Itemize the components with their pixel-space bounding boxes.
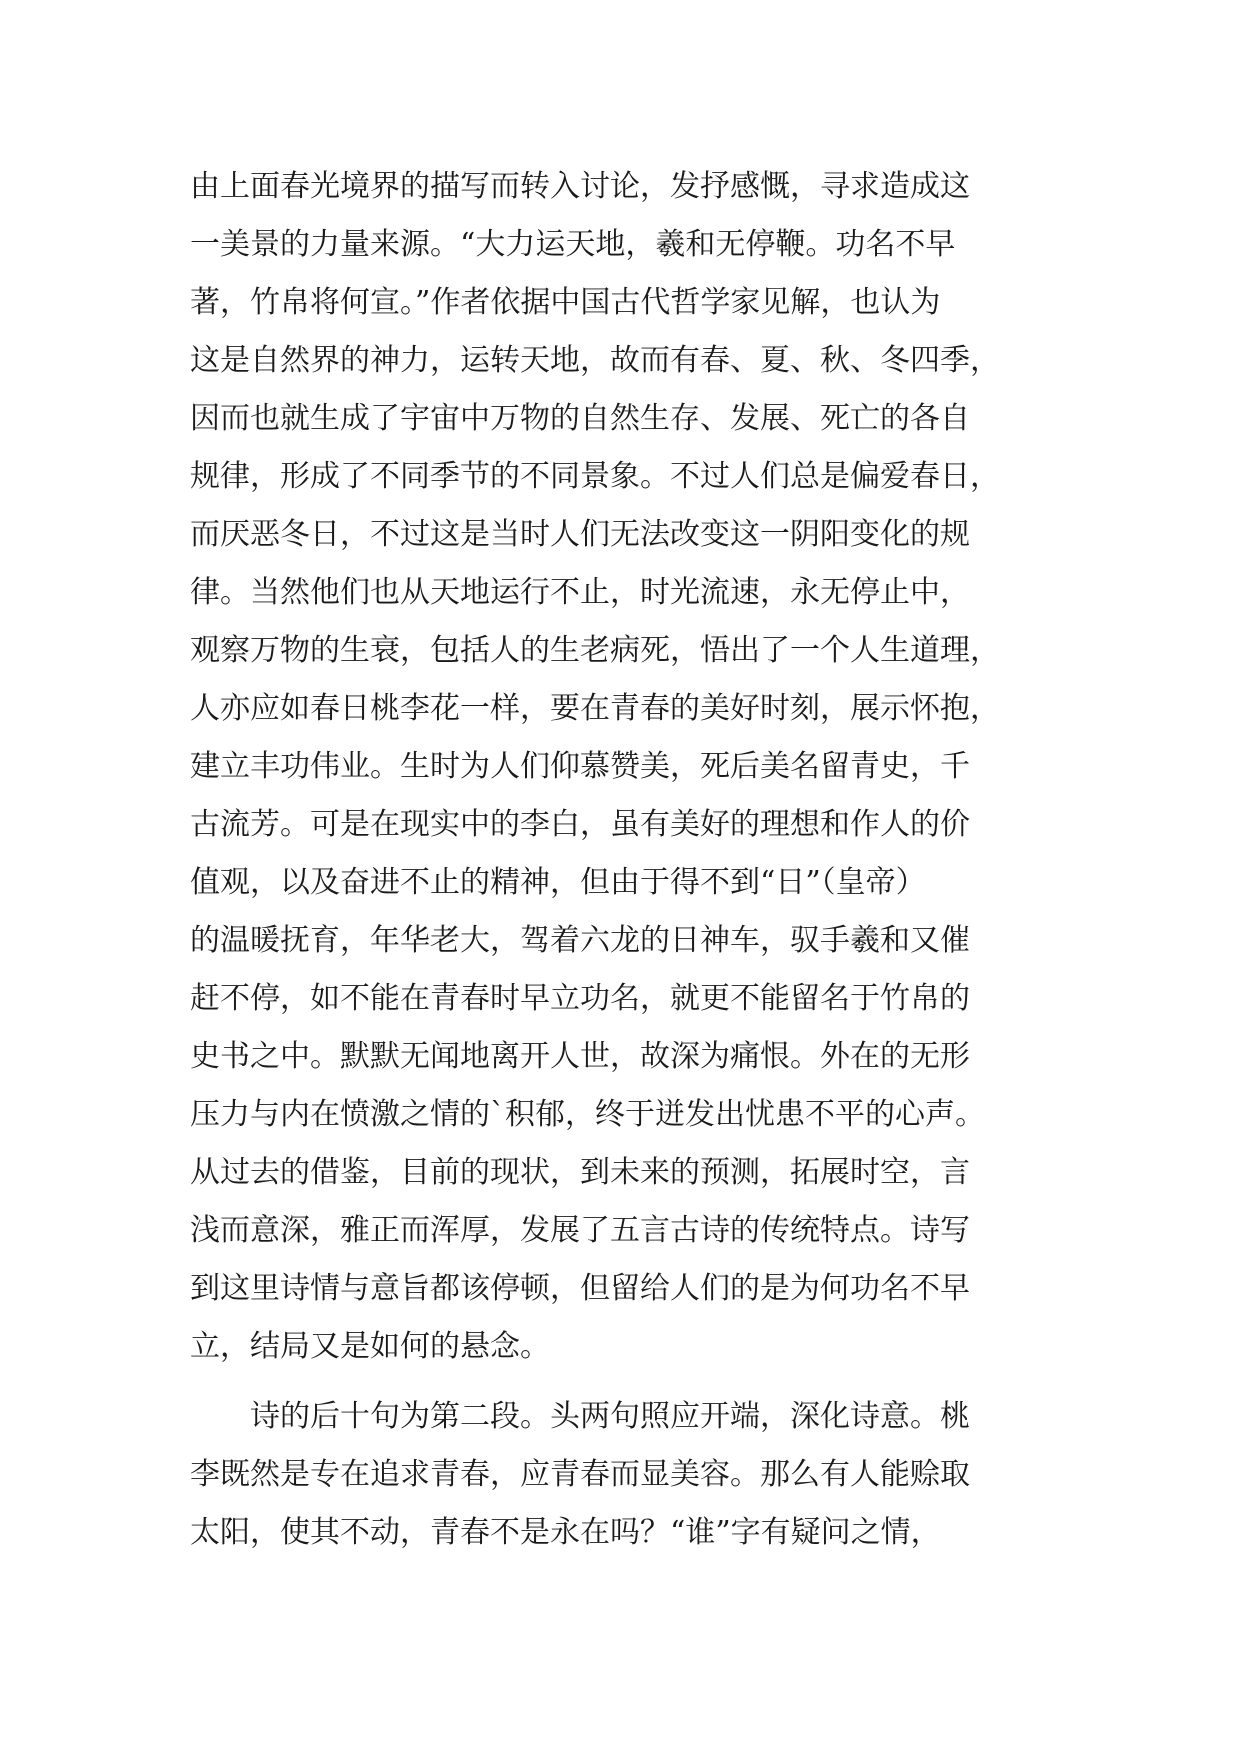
text-line: 浅而意深，雅正而浑厚，发展了五言古诗的传统特点。诗写 [190,1213,970,1248]
text-line: 从过去的借鉴，目前的现状，到未来的预测，拓展时空，言 [190,1155,970,1190]
paragraph-gap [190,1376,1070,1388]
paragraph-1 [190,158,1070,1376]
text-line: 一美景的力量来源。“大力运天地，羲和无停鞭。功名不早 [190,227,956,262]
text-line: 这是自然界的神力，运转天地，故而有春、夏、秋、冬四季， [190,343,1000,378]
text-line: 值观，以及奋进不止的精神，但由于得不到“日”（皇帝） [190,865,926,900]
text-line: 赶不停，如不能在青春时早立功名，就更不能留名于竹帛的 [190,981,970,1016]
text-line: 史书之中。默默无闻地离开人世，故深为痛恨。外在的无形 [190,1039,970,1074]
text-line: 古流芳。可是在现实中的李白，虽有美好的理想和作人的价 [190,807,970,842]
text-line: 太阳，使其不动，青春不是永在吗？“谁”字有疑问之情， [190,1515,941,1550]
text-line: 人亦应如春日桃李花一样，要在青春的美好时刻，展示怀抱， [190,691,1000,726]
text-line: 由上面春光境界的描写而转入讨论，发抒感慨，寻求造成这 [190,169,970,204]
text-line: 到这里诗情与意旨都该停顿，但留给人们的是为何功名不早 [190,1271,970,1306]
text-line: 的温暖抚育，年华老大，驾着六龙的日神车，驭手羲和又催 [190,923,970,958]
text-line: 而厌恶冬日，不过这是当时人们无法改变这一阴阳变化的规 [190,517,970,552]
text-line: 立，结局又是如何的悬念。 [190,1329,550,1364]
body-text [190,158,1070,1562]
paragraph-2 [190,1388,1070,1562]
text-line: 规律，形成了不同季节的不同景象。不过人们总是偏爱春日， [190,459,1000,494]
text-line: 建立丰功伟业。生时为人们仰慕赞美，死后美名留青史，千 [190,749,970,784]
text-line: 著，竹帛将何宣。”作者依据中国古代哲学家见解，也认为 [190,285,941,320]
text-line: 李既然是专在追求青春，应青春而显美容。那么有人能赊取 [190,1457,970,1492]
text-line: 诗的后十句为第二段。头两句照应开端，深化诗意。桃 [250,1399,970,1434]
text-line: 观察万物的生衰，包括人的生老病死，悟出了一个人生道理， [190,633,1000,668]
text-line: 因而也就生成了宇宙中万物的自然生存、发展、死亡的各自 [190,401,970,436]
text-line: 律。当然他们也从天地运行不止，时光流速，永无停止中， [190,575,970,610]
text-line: 压力与内在愤激之情的`积郁，终于迸发出忧患不平的心声。 [190,1097,985,1132]
